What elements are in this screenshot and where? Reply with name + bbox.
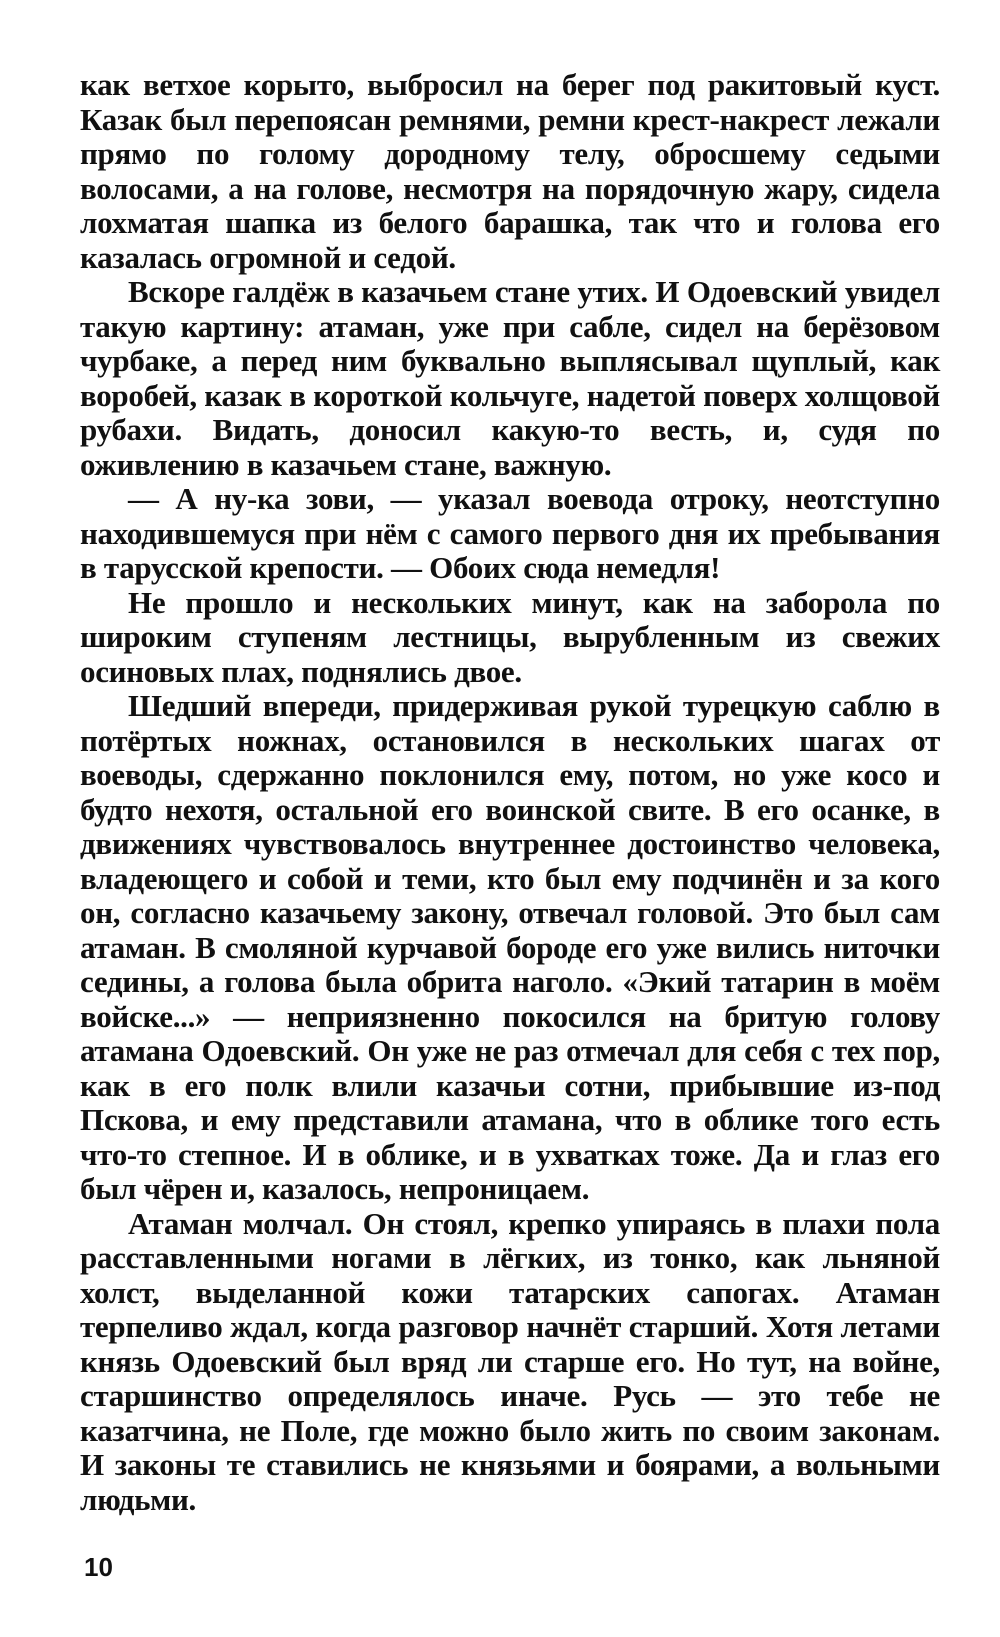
paragraph-dialogue: — А ну-ка зови, — указал воевода отроку, неотступно находившемуся при нём с самого первого дня их пребывания в тарусской крепости. — Обоих сюда немедля! xyxy=(80,481,940,585)
page-number: 10 xyxy=(84,1552,113,1582)
paragraph: Атаман молчал. Он стоял, крепко упираясь в плахи пола расставленными ногами в лёгких, из тонко, как льняной холст, выделанной кожи татарских сапогах. Атаман терпеливо ждал, когда разговор начнёт старший. Хотя летами князь Одоевский был вряд ли старше его. Но тут, на войне, старшинство определялось иначе. Русь — это тебе не казатчина, не Поле, где можно было жить по своим законам. И законы те ставились не князьями и боярами, а вольными людьми. xyxy=(80,1205,940,1517)
paragraph: Не прошло и нескольких минут, как на заборола по широким ступеням лестницы, вырубленным из свежих осиновых плах, поднялись двое. xyxy=(80,584,940,689)
body-text xyxy=(80,68,940,1517)
paragraph: Шедший впереди, придерживая рукой турецкую саблю в потёртых ножнах, остановился в нескольких шагах от воеводы, сдержанно поклонился ему, потом, но уже косо и будто нехотя, остальной его воинской свите. В его осанке, в движениях чувствовалось внутреннее достоинство человека, владеющего и собой и теми, кто был ему подчинён и за кого он, согласно казачьему закону, отвечал головой. Это был сам атаман. В смоляной курчавой бороде его уже вились ниточки седины, а голова была обрита наголо. «Экий татарин в моём войске...» — неприязненно покосился на бритую голову атамана Одоевский. Он уже не раз отмечал для себя с тех пор, как в его полк влили казачьи сотни, прибывшие из-под Пскова, и ему представили атамана, что в облике того есть что-то степное. И в облике, и в ухватках тоже. Да и глаз его был чёрен и, казалось, непроницаем. xyxy=(80,688,940,1206)
paragraph: Вскоре галдёж в казачьем стане утих. И Одоевский увидел такую картину: атаман, уже при сабле, сидел на берёзовом чурбаке, а перед ним буквально выплясывал щуплый, как воробей, казак в короткой кольчуге, надетой поверх холщовой рубахи. Видать, доносил какую-то весть, и, судя по оживлению в казачьем стане, важную. xyxy=(80,274,940,482)
paragraph-continued: как ветхое корыто, выбросил на берег под ракитовый куст. Казак был перепоясан ремнями, ремни крест-накрест лежали прямо по голому дородному телу, обросшему седыми волосами, а на голове, несмотря на порядочную жару, сидела лохматая шапка из белого барашка, так что и голова его казалась огромной и седой. xyxy=(80,67,940,275)
